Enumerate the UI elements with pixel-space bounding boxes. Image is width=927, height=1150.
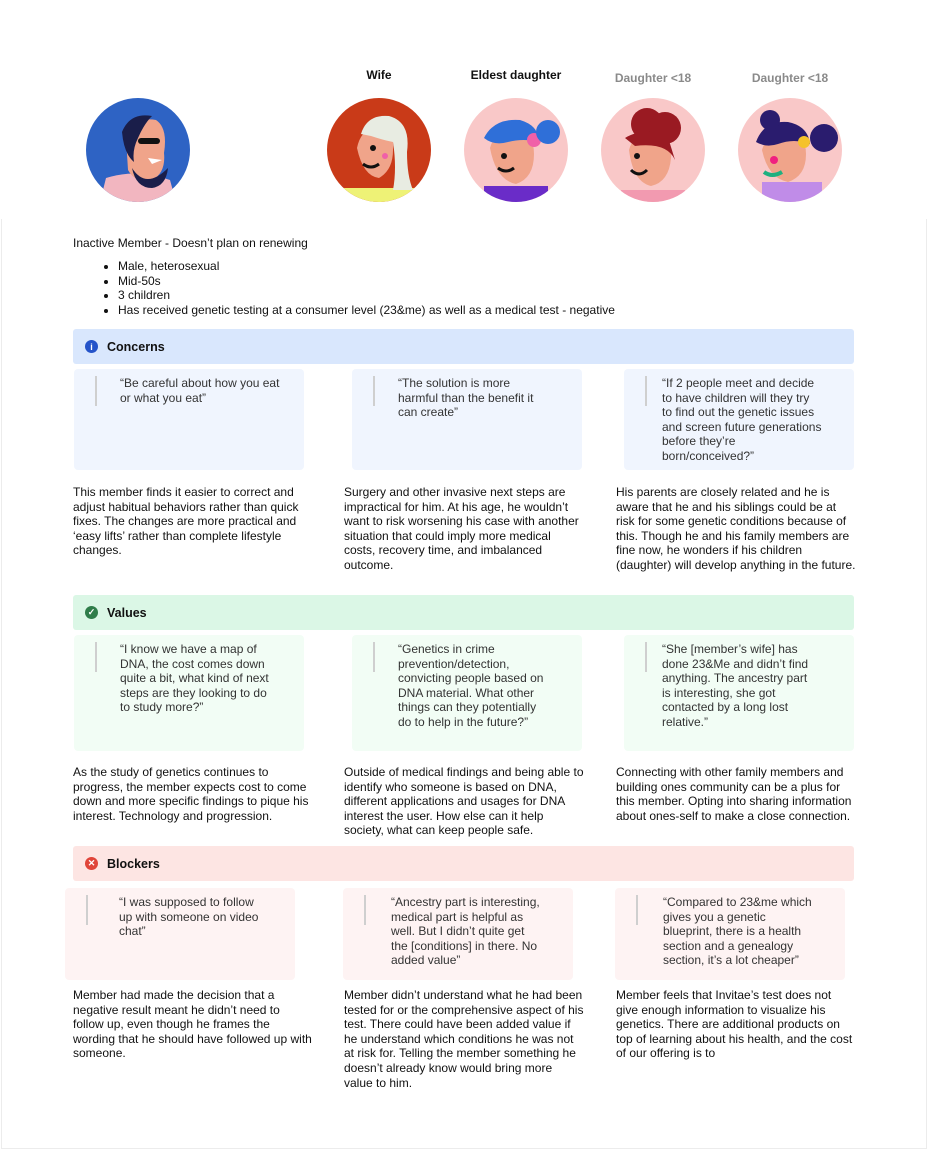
- concern-description: His parents are closely related and he is aware that he and his siblings could be at risk for some genetic conditions because of this. Though he and his family members are fine now, he wonders if his children (daughter) will develop anything in the future.: [616, 485, 856, 572]
- quote-rule: [364, 895, 366, 925]
- list-item: • Has received genetic testing at a consumer level (23&me) as well as a medical test - negative: [118, 303, 615, 318]
- quote-rule: [95, 642, 97, 672]
- member-avatar: [86, 98, 190, 202]
- quote-card: [615, 888, 845, 980]
- concern-description: Surgery and other invasive next steps are impractical for him. At his age, he wouldn’t want to risk worsening his case with another situation that could imply more medical costs, recovery time, and imbalanced outcome.: [344, 485, 579, 572]
- quote-text: “I know we have a map of DNA, the cost comes down quite a bit, what kind of next steps are they looking to do to study more?”: [120, 642, 269, 715]
- section-title: Blockers: [107, 856, 160, 871]
- list-item: • 3 children: [118, 288, 615, 303]
- section-header-concerns: [73, 329, 854, 364]
- quote-card: [352, 369, 582, 470]
- eldest-daughter-avatar: [464, 98, 568, 202]
- quote-rule: [645, 376, 647, 406]
- quote-card: [352, 635, 582, 751]
- quote-text: “Be careful about how you eat or what you eat”: [120, 376, 280, 405]
- quote-rule: [373, 376, 375, 406]
- section-title: Values: [107, 605, 147, 620]
- quote-rule: [95, 376, 97, 406]
- quote-text: “Ancestry part is interesting, medical part is helpful as well. But I didn’t quite get the [conditions] in there. No added value”: [391, 895, 540, 968]
- quote-text: “I was supposed to follow up with someone on video chat”: [119, 895, 259, 939]
- list-item: • Mid-50s: [118, 274, 615, 289]
- quote-rule: [86, 895, 88, 925]
- quote-rule: [373, 642, 375, 672]
- quote-card: [65, 888, 295, 980]
- daughter-1-avatar: [601, 98, 705, 202]
- quote-rule: [636, 895, 638, 925]
- blocker-description: Member had made the decision that a negative result meant he didn’t need to follow up, even though he frames the wording that he should have followed up with someone.: [73, 988, 312, 1061]
- quote-card: [343, 888, 573, 980]
- quote-text: “Genetics in crime prevention/detection, convicting people based on DNA material. What other things can they potentially do to help in the future?”: [398, 642, 544, 729]
- quote-card: [74, 635, 304, 751]
- quote-card: [624, 635, 854, 751]
- quote-text: “The solution is more harmful than the benefit it can create”: [398, 376, 534, 420]
- family-label-daughter-2: Daughter <18: [751, 71, 829, 85]
- value-description: Outside of medical findings and being able to identify who someone is based on DNA, different applications and usages for DNA interest the user. How else can it help society, what can keep people safe.: [344, 765, 584, 838]
- member-status-heading: Inactive Member - Doesn’t plan on renewing: [73, 236, 308, 250]
- list-item: • Male, heterosexual: [118, 259, 615, 274]
- member-attribute-list: [100, 259, 615, 317]
- family-label-eldest-daughter: Eldest daughter: [470, 68, 562, 82]
- family-label-daughter-1: Daughter <18: [614, 71, 692, 85]
- blocker-description: Member feels that Invitae’s test does not give enough information to visualize his genetics. There are additional products on top of learning about his health, and the cost of our offering is to: [616, 988, 853, 1061]
- error-x-icon: ✕: [85, 857, 98, 870]
- quote-rule: [645, 642, 647, 672]
- quote-card: [624, 369, 854, 470]
- value-description: As the study of genetics continues to progress, the member expects cost to come down and more specific findings to pique his interest. Technology and progression.: [73, 765, 309, 823]
- section-header-blockers: [73, 846, 854, 881]
- quote-text: “Compared to 23&me which gives you a genetic blueprint, there is a health section and a genealogy section, it’s a lot cheaper”: [663, 895, 812, 968]
- section-title: Concerns: [107, 339, 165, 354]
- check-circle-icon: ✓: [85, 606, 98, 619]
- quote-card: [74, 369, 304, 470]
- wife-avatar: [327, 98, 431, 202]
- section-header-values: [73, 595, 854, 630]
- quote-text: “She [member’s wife] has done 23&Me and didn’t find anything. The ancestry part is interesting, she got contacted by a long lost relative.”: [662, 642, 809, 729]
- blocker-description: Member didn’t understand what he had been tested for or the comprehensive aspect of his test. There could have been added value if he understand which conditions he was not at risk for. Telling the member something he doesn’t already know would bring more value to him.: [344, 988, 584, 1090]
- info-icon: i: [85, 340, 98, 353]
- daughter-2-avatar: [738, 98, 842, 202]
- quote-text: “If 2 people meet and decide to have children will they try to find out the genetic issues and screen future generations before they’re born/conceived?”: [662, 376, 822, 463]
- value-description: Connecting with other family members and building ones community can be a plus for this member. Opting into sharing information about ones-self to make a close connection.: [616, 765, 852, 823]
- family-label-wife: Wife: [366, 68, 392, 82]
- concern-description: This member finds it easier to correct and adjust habitual behaviors rather than quick fixes. The changes are more practical and ‘easy lifts’ rather than complete lifestyle changes.: [73, 485, 299, 558]
